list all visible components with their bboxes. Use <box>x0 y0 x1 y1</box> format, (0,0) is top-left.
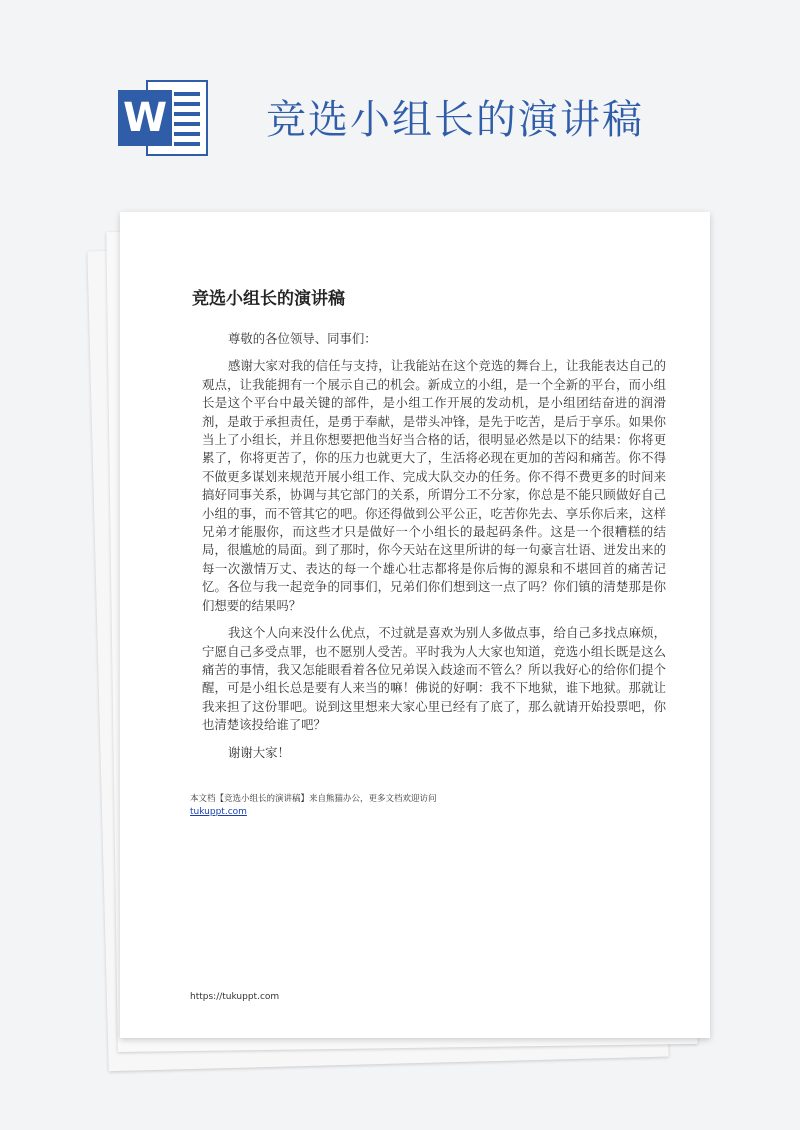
document-page <box>120 212 710 1038</box>
closing: 谢谢大家！ <box>228 744 290 760</box>
source-note-text: 本文档【竞选小组长的演讲稿】来自熊猫办公，更多文档欢迎访问 <box>190 794 437 804</box>
banner-title: 竞选小组长的演讲稿 <box>266 97 644 143</box>
word-letter-badge: W <box>118 90 172 146</box>
source-note <box>190 793 660 819</box>
body-paragraph: 感谢大家对我的信任与支持，让我能站在这个竞选的舞台上，让我能表达自己的观点，让我能拥有一个展示自己的机会。新成立的小组，是一个全新的平台，而小组长是这个平台中最关键的部件，是小组工作开展的发动机，是小组团结奋进的润滑剂，是敢于承担责任，是勇于奉献，是带头冲锋，是先于吃苦，是后于享乐。如果你当上了小组长，并且你想要把他当好当合格的话，很明显必然是以下的结果：你将更累了，你将更苦了，你的压力也就更大了，生活将必现在更加的苦闷和痛苦。你不得不做更多谋划来规范开展小组工作、完成大队交办的任务。你不得不费更多的时间来搞好同事关系，协调与其它部门的关系，所谓分工不分家，你总是不能只顾做好自己小组的事，而不管其它的吧。你还得做到公平公正，吃苦你先去、享乐你后来，这样兄弟才能服你，而这些才只是做好一个小组长的最起码条件。这是一个很糟糕的结局，很尴尬的局面。到了那时，你今天站在这里所讲的每一句豪言壮语、迸发出来的每一次激情万丈、表达的每一个雄心壮志都将是你后悔的源泉和不堪回首的痛苦记忆。各位与我一起竞争的同事们，兄弟们你们想到这一点了吗？你们镇的清楚那是你们想要的结果吗？ <box>202 358 666 613</box>
word-document-icon <box>118 78 212 158</box>
document-title: 竞选小组长的演讲稿 <box>192 289 345 309</box>
footer-url: https://tukuppt.com <box>190 992 280 1002</box>
source-link[interactable]: tukuppt.com <box>190 807 247 817</box>
banner <box>0 0 800 200</box>
salutation: 尊敬的各位领导、同事们： <box>228 331 377 346</box>
document-body <box>202 330 666 762</box>
body-paragraph: 我这个人向来没什么优点，不过就是喜欢为别人多做点事，给自己多找点麻烦，宁愿自己多受点罪，也不愿别人受苦。平时我为人大家也知道，竞选小组长既是这么痛苦的事情，我又怎能眼看着各位兄弟误入歧途而不管么？所以我好心的给你们提个醒，可是小组长总是要有人来当的嘛！佛说的好啊：我不下地狱，谁下地狱。那就让我来担了这份罪吧。说到这里想来大家心里已经有了底了，那么就请开始投票吧，你也清楚该投给谁了吧？ <box>202 625 666 733</box>
